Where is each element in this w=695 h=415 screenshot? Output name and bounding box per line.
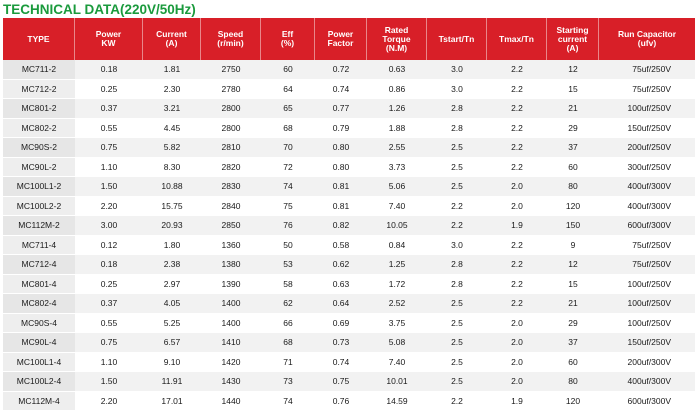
cell-speed: 2800 bbox=[201, 119, 261, 139]
cell-power-factor: 0.64 bbox=[315, 294, 367, 314]
column-header-line: TYPE bbox=[27, 33, 50, 44]
cell-rated-torque: 14.59 bbox=[367, 392, 427, 412]
cell-eff: 73 bbox=[261, 372, 315, 392]
cell-speed: 1400 bbox=[201, 294, 261, 314]
cell-run-capacitor: 150uf/250V bbox=[599, 119, 695, 139]
cell-power-factor: 0.75 bbox=[315, 372, 367, 392]
cell-starting-current: 15 bbox=[547, 80, 599, 100]
cell-power-factor: 0.69 bbox=[315, 314, 367, 334]
cell-tstart-tn: 2.5 bbox=[427, 138, 487, 158]
column-header-line: (A) bbox=[165, 38, 178, 48]
cell-tmax-tn: 2.0 bbox=[487, 197, 547, 217]
cell-rated-torque: 1.72 bbox=[367, 275, 427, 295]
cell-tmax-tn: 1.9 bbox=[487, 216, 547, 236]
column-header-line: Run Capacitor bbox=[617, 29, 677, 39]
cell-run-capacitor: 100uf/250V bbox=[599, 314, 695, 334]
cell-current: 5.25 bbox=[143, 314, 201, 334]
cell-starting-current: 150 bbox=[547, 216, 599, 236]
cell-starting-current: 29 bbox=[547, 314, 599, 334]
cell-speed: 2780 bbox=[201, 80, 261, 100]
column-header-line: Speed bbox=[217, 29, 244, 39]
cell-run-capacitor: 600uf/300V bbox=[599, 392, 695, 412]
cell-current: 10.88 bbox=[143, 177, 201, 197]
cell-power: 0.55 bbox=[75, 314, 143, 334]
column-header-line: Rated bbox=[384, 24, 409, 35]
table-row bbox=[3, 333, 695, 353]
column-header-type bbox=[3, 18, 75, 60]
cell-eff: 53 bbox=[261, 255, 315, 275]
table-row bbox=[3, 353, 695, 373]
cell-power: 0.18 bbox=[75, 255, 143, 275]
cell-tmax-tn: 1.9 bbox=[487, 392, 547, 412]
cell-starting-current: 9 bbox=[547, 236, 599, 256]
cell-power: 2.20 bbox=[75, 392, 143, 412]
cell-eff: 70 bbox=[261, 138, 315, 158]
cell-run-capacitor: 75uf/250V bbox=[599, 60, 695, 80]
cell-tmax-tn: 2.2 bbox=[487, 255, 547, 275]
cell-power: 3.00 bbox=[75, 216, 143, 236]
cell-rated-torque: 2.52 bbox=[367, 294, 427, 314]
table-row bbox=[3, 177, 695, 197]
cell-rated-torque: 10.05 bbox=[367, 216, 427, 236]
cell-starting-current: 37 bbox=[547, 333, 599, 353]
cell-power: 0.25 bbox=[75, 275, 143, 295]
cell-rated-torque: 2.55 bbox=[367, 138, 427, 158]
cell-tstart-tn: 2.5 bbox=[427, 314, 487, 334]
cell-run-capacitor: 300uf/250V bbox=[599, 158, 695, 178]
column-header-line: Power bbox=[327, 29, 354, 39]
cell-current: 4.05 bbox=[143, 294, 201, 314]
cell-starting-current: 120 bbox=[547, 392, 599, 412]
table-row bbox=[3, 236, 695, 256]
cell-run-capacitor: 600uf/300V bbox=[599, 216, 695, 236]
column-header-run-capacitor bbox=[599, 18, 695, 60]
cell-run-capacitor: 150uf/250V bbox=[599, 333, 695, 353]
cell-speed: 2830 bbox=[201, 177, 261, 197]
cell-tstart-tn: 2.5 bbox=[427, 372, 487, 392]
cell-type: MC712-4 bbox=[3, 255, 75, 275]
cell-eff: 71 bbox=[261, 353, 315, 373]
column-header-line: Tstart/Tn bbox=[438, 33, 475, 44]
cell-power: 1.50 bbox=[75, 372, 143, 392]
cell-power-factor: 0.62 bbox=[315, 255, 367, 275]
cell-rated-torque: 10.01 bbox=[367, 372, 427, 392]
cell-eff: 68 bbox=[261, 333, 315, 353]
cell-current: 2.38 bbox=[143, 255, 201, 275]
table-header bbox=[3, 18, 695, 60]
cell-eff: 58 bbox=[261, 275, 315, 295]
cell-power-factor: 0.80 bbox=[315, 158, 367, 178]
cell-tstart-tn: 2.5 bbox=[427, 333, 487, 353]
cell-current: 9.10 bbox=[143, 353, 201, 373]
cell-run-capacitor: 400uf/300V bbox=[599, 372, 695, 392]
cell-power-factor: 0.72 bbox=[315, 60, 367, 80]
cell-type: MC100L2-2 bbox=[3, 197, 75, 217]
cell-tmax-tn: 2.2 bbox=[487, 294, 547, 314]
cell-starting-current: 60 bbox=[547, 353, 599, 373]
cell-eff: 66 bbox=[261, 314, 315, 334]
table-row bbox=[3, 138, 695, 158]
column-header-line: (%) bbox=[280, 38, 295, 48]
cell-starting-current: 80 bbox=[547, 177, 599, 197]
table-row bbox=[3, 294, 695, 314]
column-header-line: Current bbox=[156, 29, 187, 39]
cell-rated-torque: 0.84 bbox=[367, 236, 427, 256]
cell-current: 1.81 bbox=[143, 60, 201, 80]
cell-power: 0.75 bbox=[75, 333, 143, 353]
column-header-line: Power bbox=[95, 29, 122, 39]
cell-type: MC100L1-4 bbox=[3, 353, 75, 373]
table-row bbox=[3, 372, 695, 392]
table-row bbox=[3, 314, 695, 334]
cell-rated-torque: 3.73 bbox=[367, 158, 427, 178]
cell-speed: 2810 bbox=[201, 138, 261, 158]
cell-power: 1.10 bbox=[75, 158, 143, 178]
cell-tstart-tn: 2.5 bbox=[427, 353, 487, 373]
cell-type: MC90S-4 bbox=[3, 314, 75, 334]
cell-power-factor: 0.58 bbox=[315, 236, 367, 256]
cell-run-capacitor: 400uf/300V bbox=[599, 177, 695, 197]
column-header-tstart-tn bbox=[427, 18, 487, 60]
cell-rated-torque: 1.26 bbox=[367, 99, 427, 119]
cell-eff: 72 bbox=[261, 158, 315, 178]
cell-power-factor: 0.74 bbox=[315, 353, 367, 373]
table-row bbox=[3, 275, 695, 295]
table-body bbox=[3, 60, 695, 411]
cell-type: MC711-2 bbox=[3, 60, 75, 80]
column-header-line: Eff bbox=[281, 29, 294, 39]
cell-type: MC711-4 bbox=[3, 236, 75, 256]
column-header-starting-current bbox=[547, 18, 599, 60]
cell-starting-current: 29 bbox=[547, 119, 599, 139]
cell-current: 15.75 bbox=[143, 197, 201, 217]
cell-power-factor: 0.77 bbox=[315, 99, 367, 119]
cell-speed: 1380 bbox=[201, 255, 261, 275]
cell-current: 1.80 bbox=[143, 236, 201, 256]
cell-rated-torque: 5.08 bbox=[367, 333, 427, 353]
cell-eff: 65 bbox=[261, 99, 315, 119]
column-header-tmax-tn bbox=[487, 18, 547, 60]
cell-starting-current: 15 bbox=[547, 275, 599, 295]
cell-tmax-tn: 2.2 bbox=[487, 99, 547, 119]
cell-run-capacitor: 75uf/250V bbox=[599, 255, 695, 275]
cell-rated-torque: 3.75 bbox=[367, 314, 427, 334]
cell-tstart-tn: 2.5 bbox=[427, 294, 487, 314]
cell-run-capacitor: 100uf/250V bbox=[599, 99, 695, 119]
cell-power: 0.37 bbox=[75, 294, 143, 314]
cell-current: 20.93 bbox=[143, 216, 201, 236]
cell-speed: 1400 bbox=[201, 314, 261, 334]
cell-tmax-tn: 2.2 bbox=[487, 80, 547, 100]
cell-type: MC801-2 bbox=[3, 99, 75, 119]
cell-run-capacitor: 75uf/250V bbox=[599, 236, 695, 256]
cell-tstart-tn: 3.0 bbox=[427, 60, 487, 80]
table-row bbox=[3, 158, 695, 178]
cell-tmax-tn: 2.2 bbox=[487, 119, 547, 139]
technical-data-table bbox=[3, 18, 695, 411]
cell-run-capacitor: 100uf/250V bbox=[599, 294, 695, 314]
cell-current: 6.57 bbox=[143, 333, 201, 353]
cell-speed: 1430 bbox=[201, 372, 261, 392]
cell-power: 0.55 bbox=[75, 119, 143, 139]
header-row bbox=[3, 18, 695, 60]
cell-power-factor: 0.79 bbox=[315, 119, 367, 139]
table-row bbox=[3, 99, 695, 119]
cell-power: 1.50 bbox=[75, 177, 143, 197]
cell-tmax-tn: 2.2 bbox=[487, 275, 547, 295]
cell-run-capacitor: 75uf/250V bbox=[599, 80, 695, 100]
cell-tstart-tn: 2.5 bbox=[427, 177, 487, 197]
cell-tstart-tn: 2.8 bbox=[427, 119, 487, 139]
cell-power: 0.18 bbox=[75, 60, 143, 80]
cell-tstart-tn: 3.0 bbox=[427, 236, 487, 256]
cell-tstart-tn: 3.0 bbox=[427, 80, 487, 100]
cell-speed: 2800 bbox=[201, 99, 261, 119]
column-header-line: (r/min) bbox=[217, 38, 244, 48]
cell-power-factor: 0.81 bbox=[315, 197, 367, 217]
cell-tstart-tn: 2.8 bbox=[427, 255, 487, 275]
cell-type: MC100L2-4 bbox=[3, 372, 75, 392]
cell-starting-current: 21 bbox=[547, 294, 599, 314]
table-row bbox=[3, 80, 695, 100]
cell-type: MC90S-2 bbox=[3, 138, 75, 158]
cell-starting-current: 12 bbox=[547, 60, 599, 80]
cell-eff: 75 bbox=[261, 197, 315, 217]
cell-speed: 2850 bbox=[201, 216, 261, 236]
cell-current: 11.91 bbox=[143, 372, 201, 392]
cell-eff: 68 bbox=[261, 119, 315, 139]
column-header-speed bbox=[201, 18, 261, 60]
cell-eff: 62 bbox=[261, 294, 315, 314]
cell-type: MC801-4 bbox=[3, 275, 75, 295]
column-header-power bbox=[75, 18, 143, 60]
column-header-line: Tmax/Tn bbox=[499, 33, 534, 44]
cell-run-capacitor: 400uf/300V bbox=[599, 197, 695, 217]
cell-speed: 1390 bbox=[201, 275, 261, 295]
cell-current: 8.30 bbox=[143, 158, 201, 178]
column-header-current bbox=[143, 18, 201, 60]
cell-current: 5.82 bbox=[143, 138, 201, 158]
cell-run-capacitor: 200uf/250V bbox=[599, 138, 695, 158]
cell-rated-torque: 0.63 bbox=[367, 60, 427, 80]
page-title: TECHNICAL DATA(220V/50Hz) bbox=[3, 2, 196, 17]
cell-run-capacitor: 200uf/300V bbox=[599, 353, 695, 373]
cell-type: MC802-2 bbox=[3, 119, 75, 139]
cell-starting-current: 120 bbox=[547, 197, 599, 217]
cell-speed: 1410 bbox=[201, 333, 261, 353]
cell-tmax-tn: 2.0 bbox=[487, 372, 547, 392]
cell-starting-current: 60 bbox=[547, 158, 599, 178]
cell-power: 1.10 bbox=[75, 353, 143, 373]
cell-current: 4.45 bbox=[143, 119, 201, 139]
cell-tmax-tn: 2.2 bbox=[487, 138, 547, 158]
cell-tstart-tn: 2.8 bbox=[427, 275, 487, 295]
cell-tmax-tn: 2.2 bbox=[487, 60, 547, 80]
cell-run-capacitor: 100uf/250V bbox=[599, 275, 695, 295]
cell-eff: 76 bbox=[261, 216, 315, 236]
cell-rated-torque: 0.86 bbox=[367, 80, 427, 100]
cell-type: MC802-4 bbox=[3, 294, 75, 314]
column-header-line: Factor bbox=[327, 38, 354, 48]
column-header-eff bbox=[261, 18, 315, 60]
cell-power: 0.37 bbox=[75, 99, 143, 119]
cell-speed: 1420 bbox=[201, 353, 261, 373]
cell-tmax-tn: 2.2 bbox=[487, 236, 547, 256]
table-row bbox=[3, 197, 695, 217]
column-header-rated-torque bbox=[367, 18, 427, 60]
column-header-line: Starting bbox=[556, 24, 589, 35]
cell-speed: 1440 bbox=[201, 392, 261, 412]
cell-power-factor: 0.63 bbox=[315, 275, 367, 295]
column-header-line: (A) bbox=[566, 42, 579, 53]
cell-type: MC112M-2 bbox=[3, 216, 75, 236]
cell-speed: 2820 bbox=[201, 158, 261, 178]
column-header-line: Torque bbox=[382, 33, 411, 44]
cell-power: 0.12 bbox=[75, 236, 143, 256]
cell-tstart-tn: 2.2 bbox=[427, 216, 487, 236]
column-header-power-factor bbox=[315, 18, 367, 60]
cell-tmax-tn: 2.2 bbox=[487, 158, 547, 178]
cell-power-factor: 0.74 bbox=[315, 80, 367, 100]
cell-speed: 1360 bbox=[201, 236, 261, 256]
cell-eff: 74 bbox=[261, 177, 315, 197]
cell-starting-current: 80 bbox=[547, 372, 599, 392]
cell-tmax-tn: 2.0 bbox=[487, 314, 547, 334]
cell-power: 0.25 bbox=[75, 80, 143, 100]
cell-current: 3.21 bbox=[143, 99, 201, 119]
cell-rated-torque: 1.88 bbox=[367, 119, 427, 139]
cell-tstart-tn: 2.8 bbox=[427, 99, 487, 119]
cell-speed: 2840 bbox=[201, 197, 261, 217]
cell-tmax-tn: 2.0 bbox=[487, 177, 547, 197]
cell-eff: 74 bbox=[261, 392, 315, 412]
cell-starting-current: 37 bbox=[547, 138, 599, 158]
cell-rated-torque: 7.40 bbox=[367, 197, 427, 217]
table-row bbox=[3, 60, 695, 80]
cell-type: MC112M-4 bbox=[3, 392, 75, 412]
cell-type: MC90L-2 bbox=[3, 158, 75, 178]
cell-current: 2.30 bbox=[143, 80, 201, 100]
cell-type: MC712-2 bbox=[3, 80, 75, 100]
column-header-line: (N.M) bbox=[385, 42, 408, 53]
cell-power-factor: 0.73 bbox=[315, 333, 367, 353]
column-header-line: (ufv) bbox=[637, 38, 657, 48]
cell-current: 2.97 bbox=[143, 275, 201, 295]
cell-tstart-tn: 2.5 bbox=[427, 158, 487, 178]
column-header-line: KW bbox=[101, 38, 116, 48]
cell-power: 0.75 bbox=[75, 138, 143, 158]
cell-rated-torque: 1.25 bbox=[367, 255, 427, 275]
table-row bbox=[3, 216, 695, 236]
cell-starting-current: 12 bbox=[547, 255, 599, 275]
cell-type: MC100L1-2 bbox=[3, 177, 75, 197]
cell-starting-current: 21 bbox=[547, 99, 599, 119]
cell-power-factor: 0.80 bbox=[315, 138, 367, 158]
cell-tmax-tn: 2.0 bbox=[487, 353, 547, 373]
cell-tmax-tn: 2.0 bbox=[487, 333, 547, 353]
table-row bbox=[3, 255, 695, 275]
cell-type: MC90L-4 bbox=[3, 333, 75, 353]
cell-eff: 50 bbox=[261, 236, 315, 256]
cell-power: 2.20 bbox=[75, 197, 143, 217]
cell-power-factor: 0.81 bbox=[315, 177, 367, 197]
cell-rated-torque: 5.06 bbox=[367, 177, 427, 197]
cell-rated-torque: 7.40 bbox=[367, 353, 427, 373]
cell-eff: 60 bbox=[261, 60, 315, 80]
column-header-line: current bbox=[557, 33, 588, 44]
table-row bbox=[3, 392, 695, 412]
cell-speed: 2750 bbox=[201, 60, 261, 80]
cell-current: 17.01 bbox=[143, 392, 201, 412]
cell-tstart-tn: 2.2 bbox=[427, 197, 487, 217]
cell-power-factor: 0.76 bbox=[315, 392, 367, 412]
table-row bbox=[3, 119, 695, 139]
cell-tstart-tn: 2.2 bbox=[427, 392, 487, 412]
cell-power-factor: 0.82 bbox=[315, 216, 367, 236]
cell-eff: 64 bbox=[261, 80, 315, 100]
